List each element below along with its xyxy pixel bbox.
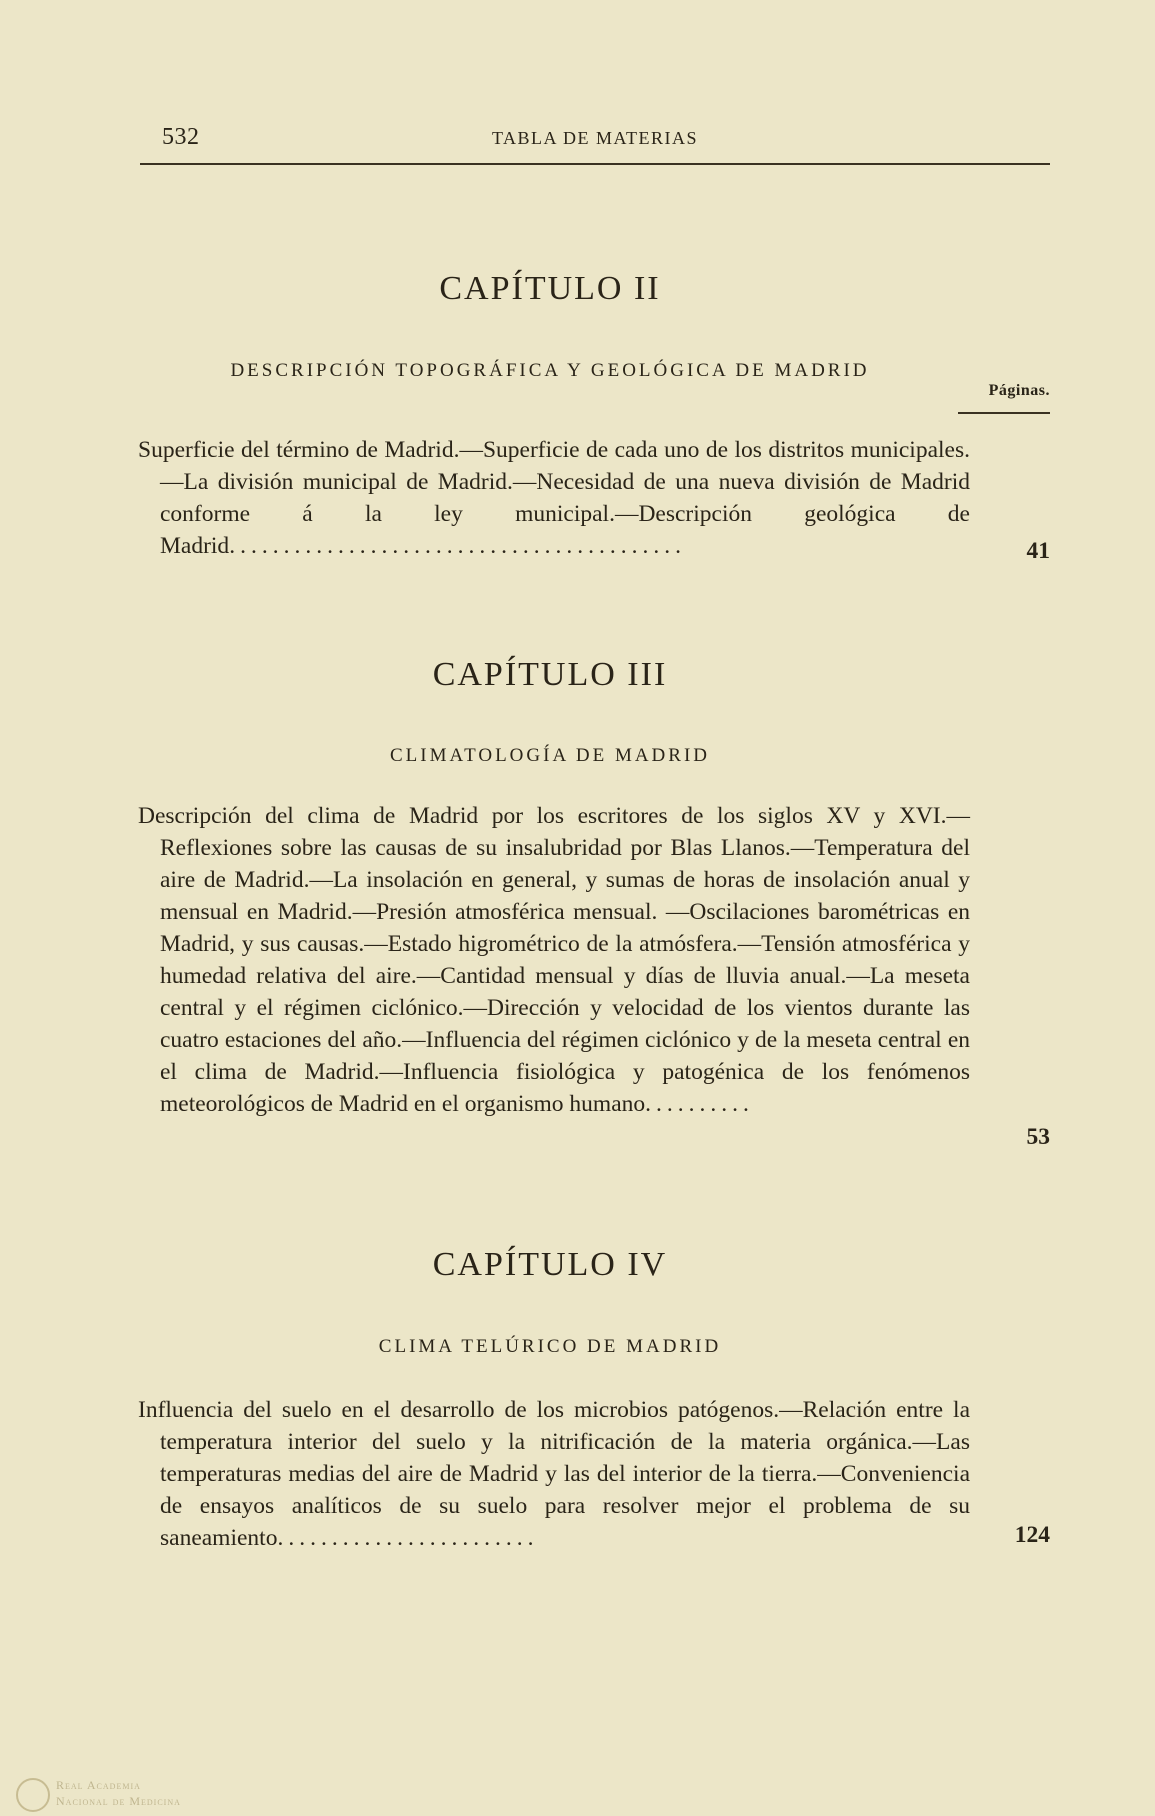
library-watermark (10, 1774, 230, 1814)
paginas-rule (958, 412, 1050, 414)
entry-page-number: 124 (1014, 1522, 1050, 1548)
page-number: 532 (162, 124, 200, 150)
toc-entry (138, 1394, 970, 1554)
chapter-subtitle: CLIMATOLOGÍA DE MADRID (389, 745, 711, 766)
paginas-label: Páginas. (988, 382, 1050, 399)
entry-text: Descripción del clima de Madrid por los escritores de los siglos XV y XVI.—Reflexiones sobre las causas de su insalubridad por Blas Llanos.—Temperatura del aire de Madrid.—La insolación en general, y sumas de horas de insolación anual y mensual en Madrid.—Presión atmosférica mensual. —Oscilaciones barométricas en Madrid, y sus causas.—Estado higrométrico de la atmósfera.—Tensión atmosférica y humedad relativa del aire.—Cantidad mensual y días de lluvia anual.—La meseta central y el régimen ciclónico.—Dirección y velocidad de los vientos durante las cuatro estaciones del año.—Influencia del régimen ciclónico y de la meseta central en el clima de Madrid.—Influencia fisiológica y patogénica de los fenómenos meteorológicos de Madrid en el organismo humano (138, 803, 970, 1117)
entry-page-number: 41 (1026, 538, 1050, 564)
header-rule (140, 163, 1050, 165)
dot-leader: .......... (645, 1091, 754, 1117)
watermark-line: Nacional de Medicina (56, 1794, 181, 1808)
running-title: TABLA DE MATERIAS (491, 128, 699, 148)
watermark-line: Real Academia (56, 1778, 141, 1792)
chapter-subtitle: CLIMA TELÚRICO DE MADRID (378, 1336, 722, 1357)
chapter-subtitle: DESCRIPCIÓN TOPOGRÁFICA Y GEOLÓGICA DE MADRID (230, 360, 870, 381)
page-header (140, 124, 1050, 160)
entry-page-number: 53 (1026, 1124, 1050, 1150)
dot-leader: ........................ (277, 1525, 539, 1551)
seal-icon (16, 1778, 50, 1812)
entry-text: Superficie del término de Madrid.—Superficie de cada uno de los distritos municipales.—La división municipal de Madrid.—Necesidad de una nueva división de Madrid conforme á la ley municipal.—Descripción geológica de Madrid (138, 437, 970, 559)
chapter-title: CAPÍTULO IV (432, 1246, 668, 1283)
toc-entry (138, 434, 970, 562)
chapter-title: CAPÍTULO II (439, 270, 661, 307)
chapter-title: CAPÍTULO III (432, 656, 668, 693)
toc-entry (138, 800, 970, 1120)
entry-text: Influencia del suelo en el desarrollo de los microbios patógenos.—Relación entre la temperatura interior del suelo y la nitrificación de la materia orgánica.—Las temperaturas medias del aire de Madrid y las del interior de la tierra.—Conveniencia de ensayos analíticos de su suelo para resolver mejor el problema de su saneamiento (138, 1397, 970, 1551)
dot-leader: .......................................... (229, 533, 686, 559)
